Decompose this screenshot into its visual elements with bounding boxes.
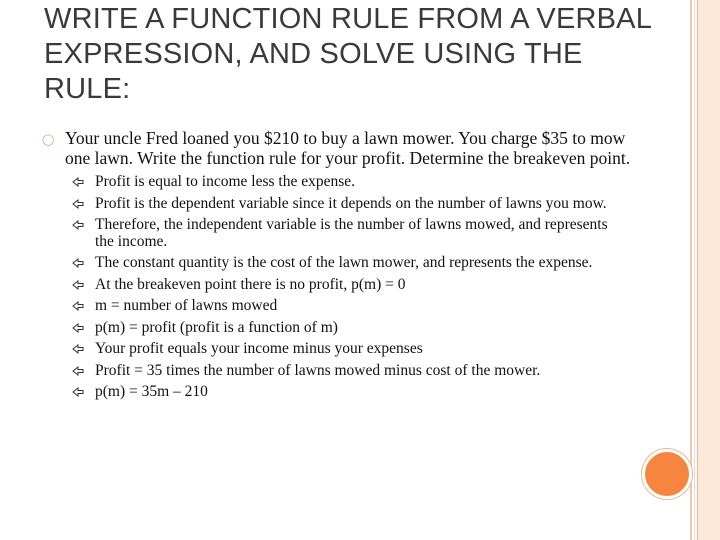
wingding-bullet-icon (72, 387, 84, 397)
wingding-bullet-icon (72, 323, 84, 333)
sub-point-text: Profit = 35 times the number of lawns mowed minus cost of the mower. (95, 361, 541, 379)
sub-point-text: m = number of lawns mowed (95, 297, 278, 314)
slide-title: WRITE A FUNCTION RULE FROM A VERBAL EXPRESSION, AND SOLVE USING THE RULE: (44, 3, 651, 105)
frame-line (690, 0, 692, 540)
list-item (42, 384, 632, 401)
sub-point-list (42, 174, 632, 401)
circle-bullet-icon: ◯ (42, 134, 55, 146)
list-item (42, 277, 632, 294)
list-item (42, 341, 632, 358)
list-item (42, 320, 632, 337)
wingding-bullet-icon (72, 177, 84, 187)
list-item (42, 196, 632, 213)
sub-point-text: Profit is the dependent variable since it depends on the number of lawns you mow. (95, 194, 607, 212)
sub-point-text: Therefore, the independent variable is the number of lawns mowed, and represents the income. (95, 216, 608, 250)
sub-point-text: Profit is equal to income less the expense. (95, 173, 355, 190)
slide-body (42, 129, 632, 406)
list-item (42, 298, 632, 315)
wingding-bullet-icon (72, 301, 84, 311)
main-point-text: Your uncle Fred loaned you $210 to buy a lawn mower. You charge $35 to mow one lawn. Write the function rule for your profit. Determine the breakeven point. (65, 128, 631, 168)
sub-point-text: Your profit equals your income minus your expenses (95, 340, 423, 357)
list-item (42, 174, 632, 191)
sub-point-text: The constant quantity is the cost of the lawn mower, and represents the expense. (95, 254, 593, 271)
main-point (42, 129, 632, 168)
sub-point-text: p(m) = 35m – 210 (95, 383, 208, 400)
frame-line-inner (694, 0, 695, 540)
list-item (42, 217, 632, 250)
list-item (42, 363, 632, 380)
sub-point-text: p(m) = profit (profit is a function of m) (95, 318, 338, 336)
wingding-bullet-icon (72, 220, 84, 230)
wingding-bullet-icon (72, 199, 84, 209)
right-frame-border (697, 0, 720, 540)
sub-point-text: At the breakeven point there is no profit, p(m) = 0 (95, 275, 406, 293)
wingding-bullet-icon (72, 366, 84, 376)
wingding-bullet-icon (72, 258, 84, 268)
decorative-circle (642, 449, 692, 499)
wingding-bullet-icon (72, 280, 84, 290)
wingding-bullet-icon (72, 344, 84, 354)
list-item (42, 255, 632, 272)
